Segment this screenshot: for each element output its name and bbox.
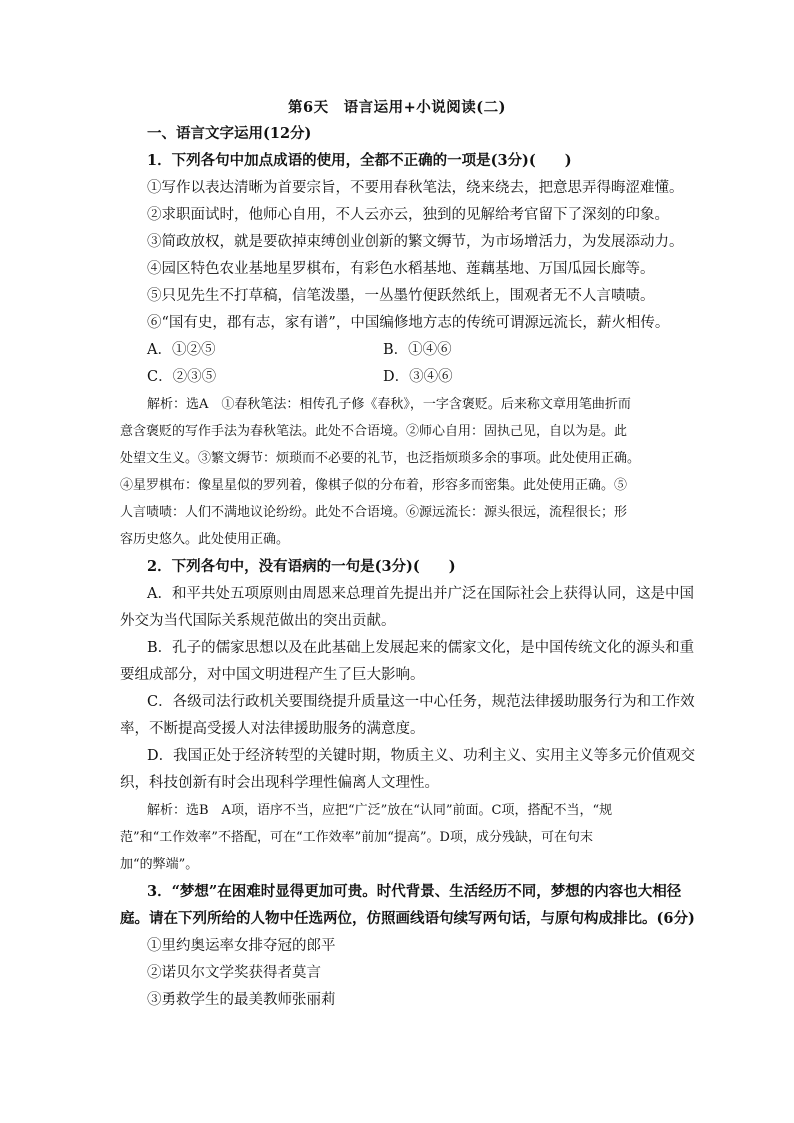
q1-analysis-line-6: 容历史悠久。此处使用正确。 [120, 532, 290, 547]
q3-item-2: ②诺贝尔文学奖获得者莫言 [147, 965, 321, 981]
q1-item-5: ⑤只见先生不打草稿，信笔泼墨，一丛墨竹便跃然纸上，围观者无不人言啧啧。 [147, 288, 655, 304]
q1-analysis-line-1: 解析：选A ①春秋笔法：相传孔子修《春秋》，一字含褒贬。后来称文章用笔曲折而 [147, 397, 631, 412]
q1-item-6: ⑥“国有史，郡有志，家有谱”，中国编修地方志的传统可谓源远流长，薪火相传。 [147, 315, 670, 331]
q1-item-3: ③简政放权，就是要砍掉束缚创业创新的繁文缛节，为市场增活力，为发展添动力。 [147, 234, 684, 250]
question-2-stem: 2．下列各句中，没有语病的一句是(3分)( ) [147, 558, 456, 575]
question-3-stem-line-1: 3．“梦想”在困难时显得更加可贵。时代背景、生活经历不同，梦想的内容也大相径 [147, 883, 682, 900]
q2-option-d-line-1: D．我国正处于经济转型的关键时期，物质主义、功利主义、实用主义等多元价值观交 [147, 748, 696, 764]
q1-option-c: C．②③⑤ [147, 369, 217, 385]
q2-analysis-line-1: 解析：选B A项，语序不当，应把“广泛”放在“认同”前面。C项，搭配不当，“规 [147, 803, 613, 818]
q2-option-c-line-1: C．各级司法行政机关要围绕提升质量这一中心任务，规范法律援助服务行为和工作效 [147, 694, 695, 710]
q1-analysis-line-3: 处望文生义。③繁文缛节：烦琐而不必要的礼节，也泛指烦琐多余的事项。此处使用正确。 [120, 451, 641, 466]
q3-item-3: ③勇救学生的最美教师张丽莉 [147, 992, 336, 1008]
page-title: 第6天 语言运用+小说阅读(二) [288, 99, 506, 116]
q2-analysis-line-3: 加“的弊端”。 [120, 857, 199, 872]
q1-item-2: ②求职面试时，他师心自用，不人云亦云，独到的见解给考官留下了深刻的印象。 [147, 207, 669, 223]
q1-option-a: A．①②⑤ [147, 342, 216, 358]
q2-option-a-line-2: 外交为当代国际关系规范做出的突出贡献。 [120, 613, 396, 629]
q2-analysis-line-2: 范”和“工作效率”不搭配，可在“工作效率”前加“提高”。D项，成分残缺，可在句末 [120, 830, 593, 845]
q1-analysis-line-2: 意含褒贬的写作手法为春秋笔法。此处不合语境。②师心自用：固执己见，自以为是。此 [120, 424, 628, 439]
question-3-stem-line-2: 庭。请在下列所给的人物中任选两位，仿照画线语句续写两句话，与原句构成排比。(6分) [120, 910, 695, 927]
q1-option-d: D．③④⑥ [383, 369, 453, 385]
q1-option-b: B．①④⑥ [383, 342, 452, 358]
section-heading: 一、语言文字运用(12分) [147, 125, 312, 142]
q2-option-b-line-1: B．孔子的儒家思想以及在此基础上发展起来的儒家文化，是中国传统文化的源头和重 [147, 640, 695, 656]
q1-analysis-line-5: 人言啧啧：人们不满地议论纷纷。此处不合语境。⑥源远流长：源头很远，流程很长；形 [120, 505, 628, 520]
q2-option-a-line-1: A．和平共处五项原则由周恩来总理首先提出并广泛在国际社会上获得认同，这是中国 [147, 586, 694, 602]
q2-option-c-line-2: 率，不断提高受援人对法律援助服务的满意度。 [120, 721, 425, 737]
q1-item-1: ①写作以表达清晰为首要宗旨，不要用春秋笔法，绕来绕去，把意思弄得晦涩难懂。 [147, 180, 684, 196]
q2-option-b-line-2: 要组成部分，对中国文明进程产生了巨大影响。 [120, 667, 425, 683]
q1-analysis-line-4: ④星罗棋布：像星星似的罗列着，像棋子似的分布着，形容多而密集。此处使用正确。⑤ [120, 478, 628, 493]
question-1-stem: 1．下列各句中加点成语的使用，全都不正确的一项是(3分)( ) [147, 152, 572, 169]
q2-option-d-line-2: 织，科技创新有时会出现科学理性偏离人文理性。 [120, 775, 439, 791]
q3-item-1: ①里约奥运率女排夺冠的郎平 [147, 938, 336, 954]
q1-item-4: ④园区特色农业基地星罗棋布，有彩色水稻基地、莲藕基地、万国瓜园长廊等。 [147, 261, 655, 277]
